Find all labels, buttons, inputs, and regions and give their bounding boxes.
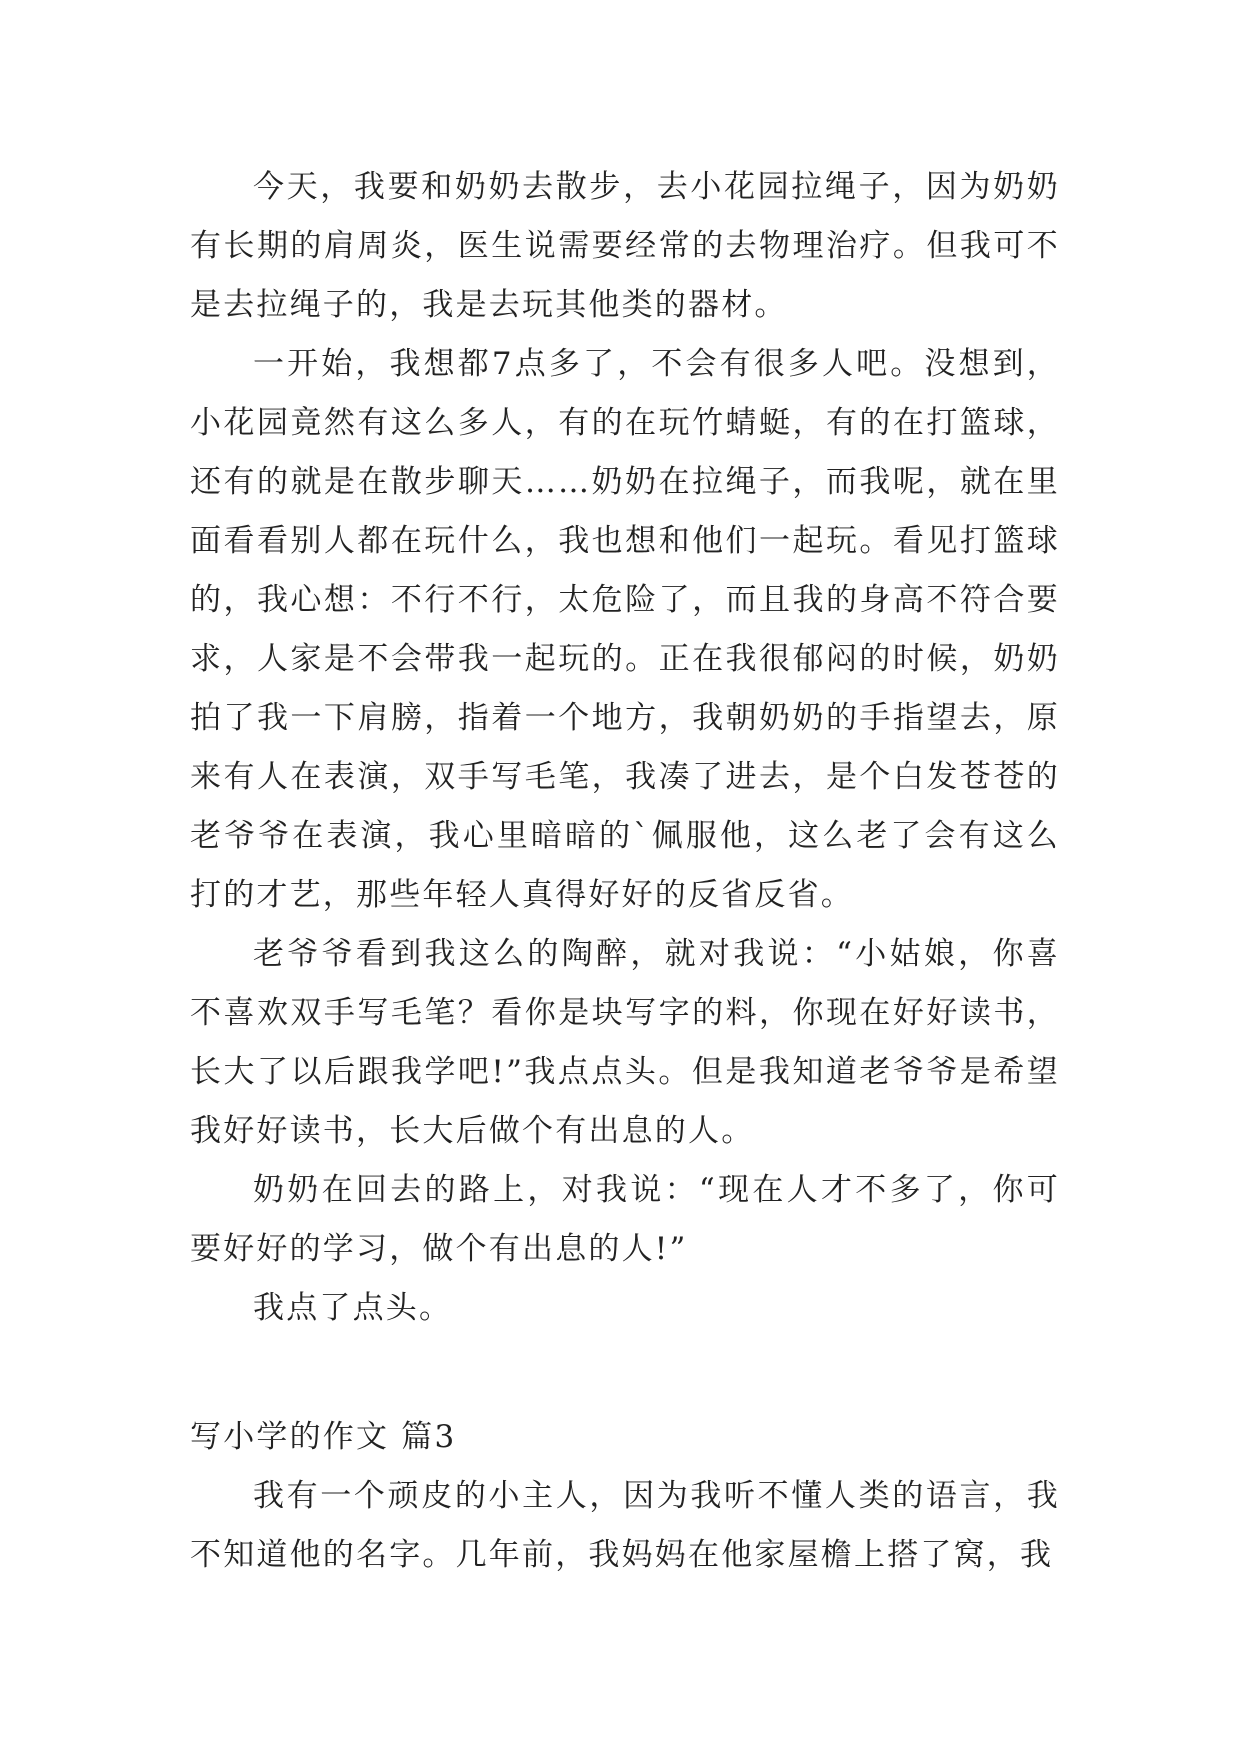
paragraph-old-man-speaks: 老爷爷看到我这么的陶醉，就对我说：“小姑娘，你喜不喜欢双手写毛笔？看你是块写字的料，你现在好好读书，长大了以后跟我学吧!”我点点头。但是我知道老爷爷是希望我好好读书，长大后做个有出息的人。	[190, 936, 1060, 1149]
paragraph-walk-with-grandma: 今天，我要和奶奶去散步，去小花园拉绳子，因为奶奶有长期的肩周炎，医生说需要经常的去物理治疗。但我可不是去拉绳子的，我是去玩其他类的器材。	[190, 169, 1060, 323]
section-heading: 写小学的作文 篇3	[190, 1419, 457, 1455]
document-body	[190, 158, 1060, 1585]
paragraph-nod: 我点了点头。	[253, 1290, 453, 1326]
paragraph-little-master: 我有一个顽皮的小主人，因为我听不懂人类的语言，我不知道他的名字。几年前，我妈妈在他家屋檐上搭了窝，我	[190, 1478, 1060, 1573]
paragraph-grandma-advice: 奶奶在回去的路上，对我说：“现在人才不多了，你可要好好的学习，做个有出息的人!”	[190, 1172, 1060, 1267]
paragraph-garden-scene: 一开始，我想都7点多了，不会有很多人吧。没想到，小花园竟然有这么多人，有的在玩竹蜻蜓，有的在打篮球，还有的就是在散步聊天……奶奶在拉绳子，而我呢，就在里面看看别人都在玩什么，我也想和他们一起玩。看见打篮球的，我心想：不行不行，太危险了，而且我的身高不符合要求，人家是不会带我一起玩的。正在我很郁闷的时候，奶奶拍了我一下肩膀，指着一个地方，我朝奶奶的手指望去，原来有人在表演，双手写毛笔，我凑了进去，是个白发苍苍的老爷爷在表演，我心里暗暗的`佩服他，这么老了会有这么打的才艺，那些年轻人真得好好的反省反省。	[190, 346, 1060, 913]
